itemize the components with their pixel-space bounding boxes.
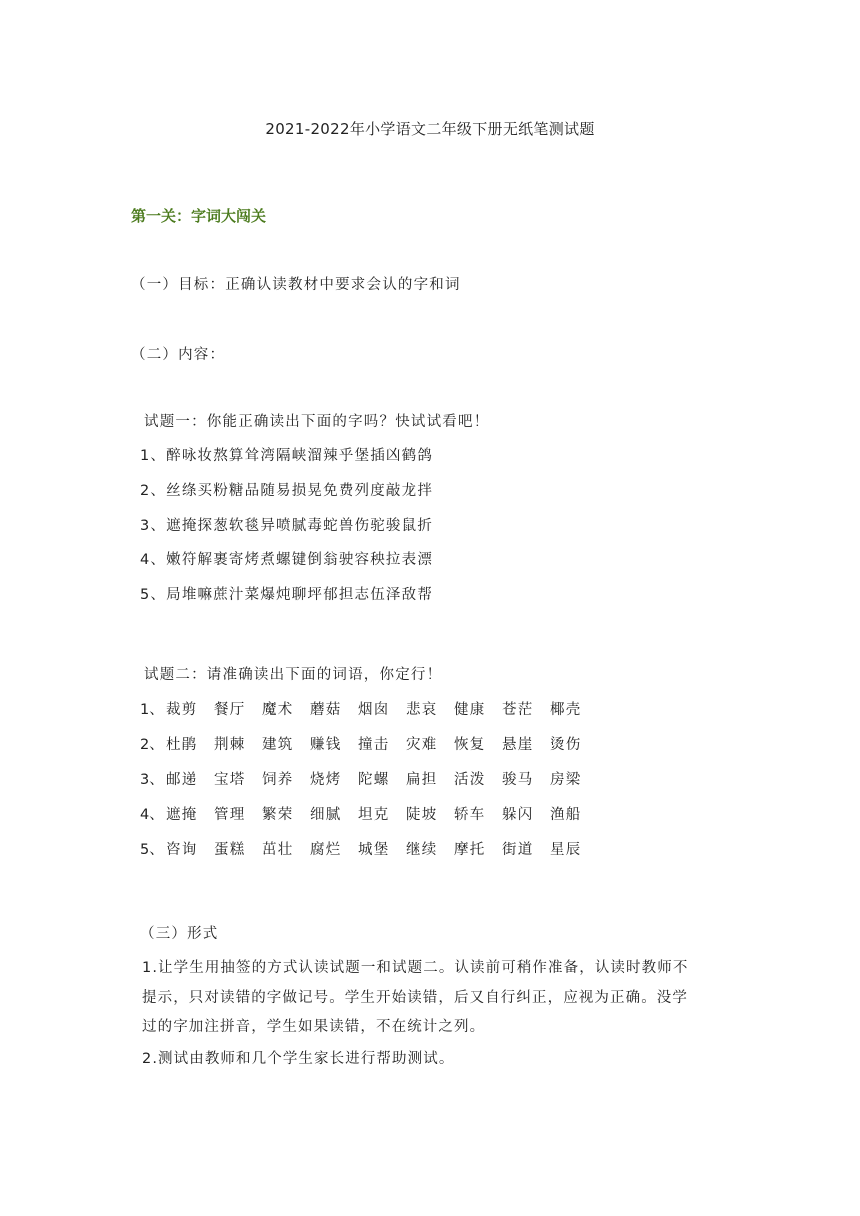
test1-line: 1、醉咏妆熬算耸湾隔峡溜辣乎堡插凶鹤鸽 [140, 448, 434, 464]
word: 活泼 [454, 772, 486, 788]
word: 继续 [406, 842, 438, 858]
word-row [140, 733, 598, 754]
word: 陀螺 [358, 772, 390, 788]
form-paragraph-line: 过的字加注拼音，学生如果读错，不在统计之列。 [142, 1019, 486, 1035]
word: 咨询 [166, 842, 198, 858]
word: 星辰 [550, 842, 582, 858]
word: 茁壮 [262, 842, 294, 858]
word: 悲哀 [406, 702, 438, 718]
word: 腐烂 [310, 842, 342, 858]
word: 荆棘 [214, 737, 246, 753]
word: 陡坡 [406, 807, 438, 823]
word: 房梁 [550, 772, 582, 788]
test1-line: 5、局堆嘛蔗汁菜爆炖聊坪郁担志伍泽敌帮 [140, 587, 434, 603]
word: 宝塔 [214, 772, 246, 788]
word: 悬崖 [502, 737, 534, 753]
word-row [140, 698, 598, 719]
word: 轿车 [454, 807, 486, 823]
word: 城堡 [358, 842, 390, 858]
word: 建筑 [262, 737, 294, 753]
word: 蛋糕 [214, 842, 246, 858]
test2-heading: 试题二：请准确读出下面的词语，你定行！ [144, 667, 443, 683]
word: 苍茫 [502, 702, 534, 718]
test1-heading: 试题一：你能正确读出下面的字吗？快试试看吧！ [144, 414, 490, 430]
word: 赚钱 [310, 737, 342, 753]
form-paragraph-line: 提示，只对读错的字做记号。学生开始读错，后又自行纠正，应视为正确。没学 [142, 990, 688, 1006]
test1-line: 2、丝绦买粉糖品随易损晃免费列度敲龙拌 [140, 483, 434, 499]
word-row [140, 838, 598, 859]
word: 细腻 [310, 807, 342, 823]
form-paragraph-2: 2.测试由教师和几个学生家长进行帮助测试。 [142, 1051, 455, 1067]
word: 邮递 [166, 772, 198, 788]
row-number: 1、 [140, 702, 164, 718]
document-title: 2021-2022年小学语文二年级下册无纸笔测试题 [265, 120, 595, 138]
word: 饲养 [262, 772, 294, 788]
word: 灾难 [406, 737, 438, 753]
word: 渔船 [550, 807, 582, 823]
word: 撞击 [358, 737, 390, 753]
word-row [140, 768, 598, 789]
word-row [140, 803, 598, 824]
row-number: 5、 [140, 842, 164, 858]
word: 遮掩 [166, 807, 198, 823]
test1-line: 3、遮掩探葱软毯异喷腻毒蛇兽伤驼骏鼠折 [140, 518, 434, 534]
word: 坦克 [358, 807, 390, 823]
form-heading: （三）形式 [140, 926, 219, 942]
word: 蘑菇 [310, 702, 342, 718]
test1-line: 4、嫩符解裹寄烤煮螺键倒翁驶容秧拉表漂 [140, 552, 434, 568]
word: 管理 [214, 807, 246, 823]
word: 烧烤 [310, 772, 342, 788]
word: 街道 [502, 842, 534, 858]
form-paragraph-line: 1.让学生用抽签的方式认读试题一和试题二。认读前可稍作准备，认读时教师不 [142, 960, 689, 976]
word: 摩托 [454, 842, 486, 858]
word: 骏马 [502, 772, 534, 788]
word: 烟囱 [358, 702, 390, 718]
word: 椰壳 [550, 702, 582, 718]
word: 繁荣 [262, 807, 294, 823]
word: 餐厅 [214, 702, 246, 718]
word: 裁剪 [166, 702, 198, 718]
section-heading: 第一关：字词大闯关 [131, 207, 267, 225]
row-number: 4、 [140, 807, 164, 823]
word: 躲闪 [502, 807, 534, 823]
word: 恢复 [454, 737, 486, 753]
word: 扁担 [406, 772, 438, 788]
goal-text: （一）目标：正确认读教材中要求会认的字和词 [131, 277, 461, 293]
word: 魔术 [262, 702, 294, 718]
row-number: 3、 [140, 772, 164, 788]
word: 健康 [454, 702, 486, 718]
word: 杜鹃 [166, 737, 198, 753]
word: 烫伤 [550, 737, 582, 753]
content-heading: （二）内容： [131, 347, 226, 363]
row-number: 2、 [140, 737, 164, 753]
